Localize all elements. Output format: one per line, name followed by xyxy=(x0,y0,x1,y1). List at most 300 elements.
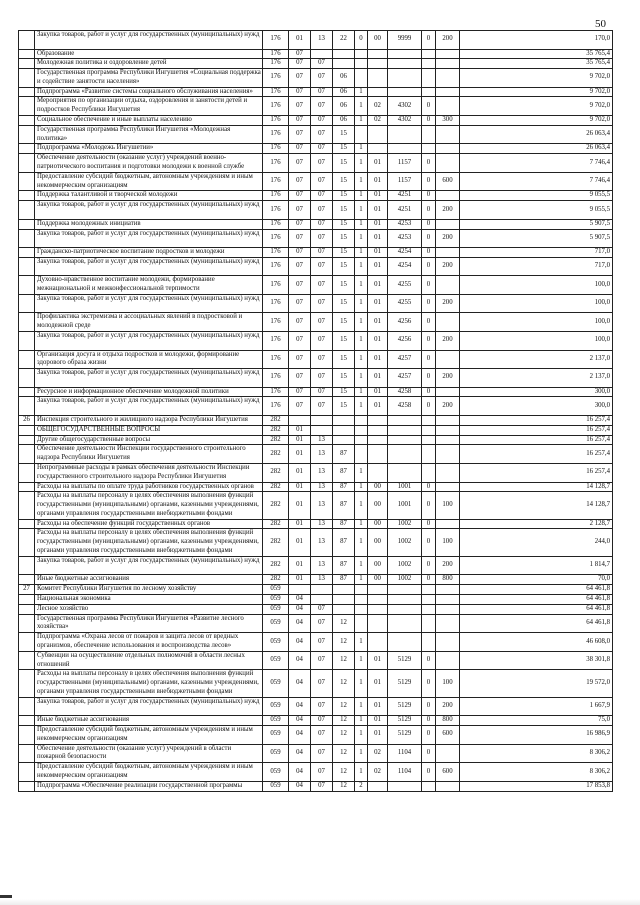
item-name-cell: Расходы на выплаты персоналу в целях обеспечения выполнения функций государственными (муниципальными) органами, казенными учреждениями, органами управления государственными внебюджетными фондами xyxy=(35,492,263,519)
activity-code-cell: 01 xyxy=(368,294,388,313)
direction-code-cell xyxy=(388,445,422,464)
ministry-code-cell: 059 xyxy=(263,697,289,716)
direction-code-cell: 1002 xyxy=(388,519,422,529)
program-code-cell: 15 xyxy=(333,154,355,173)
expense-type-code-cell: 100 xyxy=(436,529,460,556)
sub-direction-code-cell: 0 xyxy=(422,529,436,556)
item-name-cell: Расходы на выплаты персоналу в целях обеспечения выполнения функций государственными (муниципальными) органами, казенными учреждениями, органами управления государственными внебюджетными фондами xyxy=(35,529,263,556)
amount-cell: 2 128,7 xyxy=(460,519,613,529)
section-code-cell: 07 xyxy=(289,257,311,276)
amount-cell: 244,0 xyxy=(460,529,613,556)
ministry-code-cell: 282 xyxy=(263,556,289,575)
subsection-code-cell: 07 xyxy=(311,350,333,369)
direction-code-cell: 5129 xyxy=(388,716,422,726)
direction-code-cell: 5129 xyxy=(388,726,422,745)
program-code-cell: 87 xyxy=(333,463,355,482)
activity-code-cell: 01 xyxy=(368,201,388,220)
activity-code-cell: 02 xyxy=(368,763,388,782)
ministry-code-cell: 059 xyxy=(263,604,289,614)
subprogram-code-cell: 1 xyxy=(355,172,368,191)
subsection-code-cell xyxy=(311,415,333,425)
activity-code-cell xyxy=(368,59,388,69)
section-code-cell: 04 xyxy=(289,744,311,763)
ministry-code-cell: 176 xyxy=(263,387,289,397)
row-number-cell xyxy=(19,59,35,69)
subprogram-code-cell: 1 xyxy=(355,276,368,295)
sub-direction-code-cell xyxy=(422,415,436,425)
subsection-code-cell: 07 xyxy=(311,201,333,220)
row-number-cell xyxy=(19,519,35,529)
ministry-code-cell: 282 xyxy=(263,519,289,529)
program-code-cell: 15 xyxy=(333,144,355,154)
expense-type-code-cell: 200 xyxy=(436,201,460,220)
item-name-cell: Государственная программа Республики Ингушетия «Развитие лесного хозяйства» xyxy=(35,614,263,633)
section-code-cell: 04 xyxy=(289,726,311,745)
section-code-cell: 04 xyxy=(289,670,311,697)
activity-code-cell: 00 xyxy=(368,575,388,585)
sub-direction-code-cell xyxy=(422,425,436,435)
sub-direction-code-cell xyxy=(422,604,436,614)
program-code-cell: 87 xyxy=(333,482,355,492)
sub-direction-code-cell: 0 xyxy=(422,492,436,519)
sub-direction-code-cell xyxy=(422,125,436,144)
table-row xyxy=(19,575,613,585)
section-code-cell: 04 xyxy=(289,716,311,726)
subsection-code-cell: 13 xyxy=(311,519,333,529)
row-number-cell xyxy=(19,219,35,229)
item-name-cell: Закупка товаров, работ и услуг для государственных (муниципальных) нужд xyxy=(35,31,263,50)
amount-cell: 75,0 xyxy=(460,716,613,726)
sub-direction-code-cell: 0 xyxy=(422,670,436,697)
activity-code-cell: 01 xyxy=(368,350,388,369)
sub-direction-code-cell: 0 xyxy=(422,387,436,397)
activity-code-cell xyxy=(368,87,388,97)
subsection-code-cell: 07 xyxy=(311,257,333,276)
sub-direction-code-cell: 0 xyxy=(422,763,436,782)
section-code-cell: 07 xyxy=(289,125,311,144)
amount-cell: 2 137,0 xyxy=(460,350,613,369)
row-number-cell xyxy=(19,144,35,154)
sub-direction-code-cell: 0 xyxy=(422,294,436,313)
section-code-cell: 01 xyxy=(289,492,311,519)
subsection-code-cell: 07 xyxy=(311,116,333,126)
ministry-code-cell: 282 xyxy=(263,575,289,585)
subsection-code-cell: 07 xyxy=(311,172,333,191)
table-row xyxy=(19,257,613,276)
subsection-code-cell: 07 xyxy=(311,87,333,97)
activity-code-cell: 00 xyxy=(368,519,388,529)
direction-code-cell: 1104 xyxy=(388,744,422,763)
item-name-cell: Закупка товаров, работ и услуг для государственных (муниципальных) нужд xyxy=(35,229,263,248)
table-row xyxy=(19,529,613,556)
section-code-cell: 04 xyxy=(289,614,311,633)
amount-cell: 9 702,0 xyxy=(460,69,613,88)
direction-code-cell: 4257 xyxy=(388,350,422,369)
subprogram-code-cell: 1 xyxy=(355,697,368,716)
program-code-cell xyxy=(333,594,355,604)
expense-type-code-cell xyxy=(436,97,460,116)
amount-cell: 64 461,8 xyxy=(460,614,613,633)
table-row xyxy=(19,369,613,388)
program-code-cell: 87 xyxy=(333,529,355,556)
direction-code-cell: 4251 xyxy=(388,201,422,220)
program-code-cell: 06 xyxy=(333,69,355,88)
program-code-cell: 87 xyxy=(333,575,355,585)
item-name-cell: Предоставление субсидий бюджетным, автономным учреждениям и иным некоммерческим организациям xyxy=(35,763,263,782)
sub-direction-code-cell xyxy=(422,59,436,69)
activity-code-cell xyxy=(368,69,388,88)
item-name-cell: Обеспечение деятельности (оказание услуг) учреждений в области пожарной безопасности xyxy=(35,744,263,763)
activity-code-cell: 01 xyxy=(368,219,388,229)
row-number-cell xyxy=(19,651,35,670)
program-code-cell xyxy=(333,415,355,425)
table-row xyxy=(19,144,613,154)
program-code-cell xyxy=(333,49,355,59)
expense-type-code-cell xyxy=(436,425,460,435)
subprogram-code-cell xyxy=(355,49,368,59)
section-code-cell xyxy=(289,415,311,425)
sub-direction-code-cell: 0 xyxy=(422,556,436,575)
section-code-cell: 01 xyxy=(289,463,311,482)
item-name-cell: Предоставление субсидий бюджетным, автономным учреждениям и иным некоммерческим организациям xyxy=(35,726,263,745)
amount-cell: 35 765,4 xyxy=(460,59,613,69)
subsection-code-cell: 13 xyxy=(311,575,333,585)
ministry-code-cell: 059 xyxy=(263,594,289,604)
expense-type-code-cell xyxy=(436,445,460,464)
ministry-code-cell: 176 xyxy=(263,87,289,97)
activity-code-cell: 01 xyxy=(368,697,388,716)
program-code-cell: 12 xyxy=(333,726,355,745)
item-name-cell: Ресурсное и информационное обеспечение молодежной политики xyxy=(35,387,263,397)
section-code-cell: 04 xyxy=(289,781,311,791)
activity-code-cell xyxy=(368,49,388,59)
ministry-code-cell: 059 xyxy=(263,716,289,726)
program-code-cell: 12 xyxy=(333,633,355,652)
row-number-cell xyxy=(19,492,35,519)
expense-type-code-cell: 200 xyxy=(436,397,460,416)
row-number-cell xyxy=(19,294,35,313)
direction-code-cell: 4256 xyxy=(388,313,422,332)
ministry-code-cell: 176 xyxy=(263,294,289,313)
item-name-cell: Закупка товаров, работ и услуг для государственных (муниципальных) нужд xyxy=(35,332,263,351)
subsection-code-cell xyxy=(311,594,333,604)
section-code-cell xyxy=(289,585,311,595)
row-number-cell xyxy=(19,387,35,397)
subprogram-code-cell: 1 xyxy=(355,191,368,201)
ministry-code-cell: 282 xyxy=(263,425,289,435)
program-code-cell: 06 xyxy=(333,116,355,126)
subsection-code-cell xyxy=(311,425,333,435)
subsection-code-cell: 07 xyxy=(311,670,333,697)
sub-direction-code-cell: 0 xyxy=(422,575,436,585)
expense-type-code-cell xyxy=(436,276,460,295)
row-number-cell xyxy=(19,614,35,633)
section-code-cell: 07 xyxy=(289,332,311,351)
ministry-code-cell: 176 xyxy=(263,332,289,351)
activity-code-cell: 01 xyxy=(368,313,388,332)
table-row xyxy=(19,191,613,201)
section-code-cell: 04 xyxy=(289,651,311,670)
ministry-code-cell: 176 xyxy=(263,116,289,126)
subsection-code-cell: 13 xyxy=(311,529,333,556)
direction-code-cell xyxy=(388,781,422,791)
item-name-cell: Непрограммные расходы в рамках обеспечения деятельности Инспекции государственного строительного надзора Республики Ингушетия xyxy=(35,463,263,482)
expense-type-code-cell: 200 xyxy=(436,369,460,388)
amount-cell: 9 702,0 xyxy=(460,87,613,97)
row-number-cell xyxy=(19,670,35,697)
direction-code-cell: 4256 xyxy=(388,332,422,351)
direction-code-cell xyxy=(388,144,422,154)
program-code-cell: 87 xyxy=(333,556,355,575)
sub-direction-code-cell: 0 xyxy=(422,257,436,276)
subprogram-code-cell: 1 xyxy=(355,332,368,351)
activity-code-cell: 00 xyxy=(368,31,388,50)
item-name-cell: Иные бюджетные ассигнования xyxy=(35,575,263,585)
ministry-code-cell: 059 xyxy=(263,651,289,670)
program-code-cell xyxy=(333,435,355,445)
row-number-cell xyxy=(19,87,35,97)
item-name-cell: Образование xyxy=(35,49,263,59)
sub-direction-code-cell xyxy=(422,144,436,154)
sub-direction-code-cell xyxy=(422,585,436,595)
table-row xyxy=(19,519,613,529)
program-code-cell xyxy=(333,59,355,69)
expense-type-code-cell xyxy=(436,313,460,332)
item-name-cell: ОБЩЕГОСУДАРСТВЕННЫЕ ВОПРОСЫ xyxy=(35,425,263,435)
amount-cell: 300,0 xyxy=(460,397,613,416)
table-row xyxy=(19,229,613,248)
item-name-cell: Расходы на обеспечение функций государственных органов xyxy=(35,519,263,529)
ministry-code-cell: 282 xyxy=(263,492,289,519)
expense-type-code-cell xyxy=(436,744,460,763)
ministry-code-cell: 282 xyxy=(263,482,289,492)
subsection-code-cell: 13 xyxy=(311,463,333,482)
expense-type-code-cell xyxy=(436,49,460,59)
subsection-code-cell: 07 xyxy=(311,144,333,154)
direction-code-cell xyxy=(388,87,422,97)
row-number-cell: 26 xyxy=(19,415,35,425)
amount-cell: 35 765,4 xyxy=(460,49,613,59)
section-code-cell: 07 xyxy=(289,59,311,69)
subprogram-code-cell: 1 xyxy=(355,670,368,697)
program-code-cell: 15 xyxy=(333,191,355,201)
item-name-cell: Другие общегосударственные вопросы xyxy=(35,435,263,445)
sub-direction-code-cell xyxy=(422,633,436,652)
sub-direction-code-cell xyxy=(422,463,436,482)
table-row xyxy=(19,726,613,745)
table-row xyxy=(19,556,613,575)
program-code-cell: 15 xyxy=(333,219,355,229)
subsection-code-cell: 07 xyxy=(311,248,333,258)
expense-type-code-cell: 200 xyxy=(436,294,460,313)
direction-code-cell: 1001 xyxy=(388,492,422,519)
activity-code-cell xyxy=(368,594,388,604)
section-code-cell: 07 xyxy=(289,350,311,369)
section-code-cell: 07 xyxy=(289,154,311,173)
amount-cell: 70,0 xyxy=(460,575,613,585)
table-row xyxy=(19,313,613,332)
expense-type-code-cell xyxy=(436,651,460,670)
sub-direction-code-cell xyxy=(422,445,436,464)
subsection-code-cell: 07 xyxy=(311,716,333,726)
item-name-cell: Обеспечение деятельности Инспекции государственного строительного надзора Республики Ингушетия xyxy=(35,445,263,464)
row-number-cell xyxy=(19,313,35,332)
section-code-cell: 01 xyxy=(289,575,311,585)
ministry-code-cell: 176 xyxy=(263,97,289,116)
subprogram-code-cell: 0 xyxy=(355,31,368,50)
ministry-code-cell: 059 xyxy=(263,614,289,633)
item-name-cell: Обеспечение деятельности (оказание услуг) учреждений военно-патриотического воспитания и подготовки молодежи к военной службе xyxy=(35,154,263,173)
item-name-cell: Инспекция строительного и жилищного надзора Республики Ингушетия xyxy=(35,415,263,425)
section-code-cell: 07 xyxy=(289,201,311,220)
program-code-cell: 12 xyxy=(333,670,355,697)
item-name-cell: Расходы на выплаты персоналу в целях обеспечения выполнения функций государственными (муниципальными) органами, казенными учреждениями, органами управления государственными внебюджетными фондами xyxy=(35,670,263,697)
program-code-cell xyxy=(333,425,355,435)
sub-direction-code-cell: 0 xyxy=(422,116,436,126)
subprogram-code-cell: 1 xyxy=(355,154,368,173)
subsection-code-cell: 13 xyxy=(311,492,333,519)
row-number-cell xyxy=(19,31,35,50)
row-number-cell xyxy=(19,49,35,59)
direction-code-cell: 1104 xyxy=(388,763,422,782)
activity-code-cell: 00 xyxy=(368,482,388,492)
ministry-code-cell: 176 xyxy=(263,229,289,248)
expense-type-code-cell xyxy=(436,482,460,492)
program-code-cell: 15 xyxy=(333,172,355,191)
item-name-cell: Государственная программа Республики Ингушетия «Социальная поддержка и содействие занятости населения» xyxy=(35,69,263,88)
activity-code-cell xyxy=(368,425,388,435)
sub-direction-code-cell: 0 xyxy=(422,519,436,529)
activity-code-cell: 01 xyxy=(368,670,388,697)
section-code-cell: 07 xyxy=(289,69,311,88)
subsection-code-cell: 07 xyxy=(311,97,333,116)
program-code-cell: 12 xyxy=(333,651,355,670)
direction-code-cell: 4255 xyxy=(388,276,422,295)
subprogram-code-cell: 1 xyxy=(355,575,368,585)
direction-code-cell: 5129 xyxy=(388,697,422,716)
expense-type-code-cell: 800 xyxy=(436,716,460,726)
amount-cell: 8 306,2 xyxy=(460,744,613,763)
sub-direction-code-cell: 0 xyxy=(422,229,436,248)
sub-direction-code-cell: 0 xyxy=(422,31,436,50)
expense-type-code-cell: 600 xyxy=(436,763,460,782)
direction-code-cell: 1002 xyxy=(388,529,422,556)
direction-code-cell xyxy=(388,633,422,652)
direction-code-cell: 1157 xyxy=(388,154,422,173)
subprogram-code-cell: 1 xyxy=(355,744,368,763)
row-number-cell xyxy=(19,116,35,126)
row-number-cell xyxy=(19,350,35,369)
activity-code-cell: 01 xyxy=(368,191,388,201)
amount-cell: 1 814,7 xyxy=(460,556,613,575)
item-name-cell: Подпрограмма «Молодежь Ингушетии» xyxy=(35,144,263,154)
subprogram-code-cell xyxy=(355,435,368,445)
table-row xyxy=(19,482,613,492)
subprogram-code-cell: 1 xyxy=(355,556,368,575)
activity-code-cell: 02 xyxy=(368,97,388,116)
table-body xyxy=(19,31,613,792)
section-code-cell: 01 xyxy=(289,556,311,575)
ministry-code-cell: 176 xyxy=(263,276,289,295)
program-code-cell xyxy=(333,585,355,595)
item-name-cell: Закупка товаров, работ и услуг для государственных (муниципальных) нужд xyxy=(35,397,263,416)
amount-cell: 14 128,7 xyxy=(460,492,613,519)
ministry-code-cell: 176 xyxy=(263,350,289,369)
table-row xyxy=(19,435,613,445)
subprogram-code-cell: 1 xyxy=(355,201,368,220)
direction-code-cell xyxy=(388,49,422,59)
item-name-cell: Закупка товаров, работ и услуг для государственных (муниципальных) нужд xyxy=(35,257,263,276)
subsection-code-cell: 07 xyxy=(311,633,333,652)
subprogram-code-cell: 1 xyxy=(355,144,368,154)
expense-type-code-cell: 100 xyxy=(436,670,460,697)
subprogram-code-cell: 1 xyxy=(355,294,368,313)
item-name-cell: Профилактика экстремизма и ассоциальных явлений в подростковой и молодежной среде xyxy=(35,313,263,332)
expense-type-code-cell: 300 xyxy=(436,116,460,126)
subprogram-code-cell: 1 xyxy=(355,651,368,670)
item-name-cell: Поддержка молодежных инициатив xyxy=(35,219,263,229)
item-name-cell: Подпрограмма «Развитие системы социального обслуживания населения» xyxy=(35,87,263,97)
ministry-code-cell: 282 xyxy=(263,463,289,482)
amount-cell: 64 461,8 xyxy=(460,585,613,595)
amount-cell: 16 257,4 xyxy=(460,463,613,482)
subsection-code-cell: 07 xyxy=(311,294,333,313)
row-number-cell xyxy=(19,726,35,745)
amount-cell: 16 986,9 xyxy=(460,726,613,745)
program-code-cell: 15 xyxy=(333,369,355,388)
row-number-cell xyxy=(19,276,35,295)
amount-cell: 14 128,7 xyxy=(460,482,613,492)
sub-direction-code-cell xyxy=(422,69,436,88)
amount-cell: 16 257,4 xyxy=(460,445,613,464)
expense-type-code-cell xyxy=(436,219,460,229)
table-row xyxy=(19,697,613,716)
table-row xyxy=(19,633,613,652)
item-name-cell: Закупка товаров, работ и услуг для государственных (муниципальных) нужд xyxy=(35,369,263,388)
activity-code-cell: 00 xyxy=(368,556,388,575)
expense-type-code-cell xyxy=(436,633,460,652)
direction-code-cell: 4254 xyxy=(388,248,422,258)
subprogram-code-cell: 1 xyxy=(355,726,368,745)
item-name-cell: Поддержка талантливой и творческой молодежи xyxy=(35,191,263,201)
item-name-cell: Социальное обеспечение и иные выплаты населению xyxy=(35,116,263,126)
ministry-code-cell: 282 xyxy=(263,415,289,425)
subprogram-code-cell xyxy=(355,614,368,633)
section-code-cell: 01 xyxy=(289,482,311,492)
row-number-cell xyxy=(19,529,35,556)
activity-code-cell: 02 xyxy=(368,116,388,126)
ministry-code-cell: 176 xyxy=(263,49,289,59)
table-row xyxy=(19,425,613,435)
activity-code-cell: 01 xyxy=(368,257,388,276)
ministry-code-cell: 176 xyxy=(263,31,289,50)
sub-direction-code-cell: 0 xyxy=(422,313,436,332)
subprogram-code-cell: 1 xyxy=(355,219,368,229)
amount-cell: 9 702,0 xyxy=(460,97,613,116)
direction-code-cell xyxy=(388,59,422,69)
activity-code-cell: 01 xyxy=(368,154,388,173)
section-code-cell: 01 xyxy=(289,425,311,435)
direction-code-cell: 9999 xyxy=(388,31,422,50)
section-code-cell: 07 xyxy=(289,397,311,416)
sub-direction-code-cell: 0 xyxy=(422,726,436,745)
direction-code-cell: 4258 xyxy=(388,387,422,397)
subsection-code-cell: 07 xyxy=(311,369,333,388)
amount-cell: 9 055,5 xyxy=(460,201,613,220)
item-name-cell: Комитет Республики Ингушетия по лесному хозяйству xyxy=(35,585,263,595)
subsection-code-cell: 07 xyxy=(311,604,333,614)
table-row xyxy=(19,614,613,633)
